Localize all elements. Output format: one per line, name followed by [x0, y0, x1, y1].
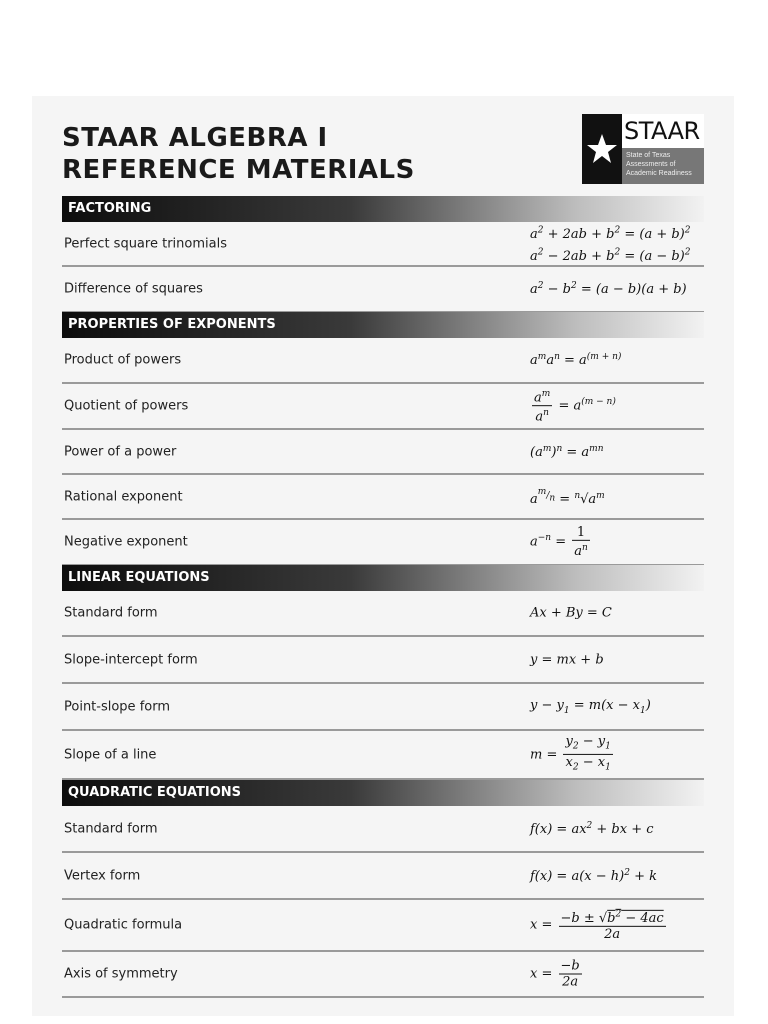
formula-vertex-form: $f(x) = a(x - h)^2 + k$ [530, 867, 657, 884]
label-quadratic-formula: Quadratic formula [64, 917, 183, 933]
section-linear: LINEAR EQUATIONS [62, 565, 704, 591]
title-line-1: STAAR ALGEBRA I [62, 123, 328, 153]
row-standard-form-quad [62, 806, 704, 853]
label-quotient-powers: Quotient of powers [64, 398, 189, 414]
logo-word: STAAR [622, 114, 704, 148]
label-product-powers: Product of powers [64, 352, 182, 368]
formula-rational-exponent: $a^{^m/_n} = ^n√a^m$ [530, 486, 605, 507]
row-rational-exponent [62, 475, 704, 520]
section-exponents: PROPERTIES OF EXPONENTS [62, 312, 704, 338]
label-slope-intercept: Slope-intercept form [64, 652, 198, 667]
row-vertex-form [62, 853, 704, 900]
formula-power-of-power: $(a^m)^n = a^{mn}$ [530, 443, 604, 460]
page-title [62, 122, 415, 186]
label-rational-exponent: Rational exponent [64, 489, 183, 504]
formula-slope-intercept: y = mx + b [530, 652, 604, 667]
row-product-powers [62, 338, 704, 384]
row-difference-squares [62, 267, 704, 313]
label-vertex-form: Vertex form [64, 868, 141, 883]
row-perfect-square [62, 222, 704, 267]
row-negative-exponent [62, 520, 704, 566]
formula-quadratic-formula: x = $\frac{-b \pm √b^2 - 4ac}{2a}$ [530, 909, 664, 943]
formula-quotient-powers: $\frac{a^m}{a^n}$ = $a^{(m - n)}$ [534, 389, 616, 425]
row-axis-symmetry [62, 952, 704, 998]
formula-negative-exponent: $a^{-n}$ = $\frac{1}{a^n}$ [530, 524, 588, 560]
logo-sub-line-3: Academic Readiness [626, 170, 692, 177]
row-quadratic-formula [62, 900, 704, 952]
row-standard-form-linear [62, 591, 704, 637]
row-point-slope [62, 684, 704, 731]
formula-standard-form-linear: Ax + By = C [530, 605, 612, 621]
logo-sub-line-1: State of Texas [626, 152, 671, 159]
row-slope-line [62, 731, 704, 780]
formula-slope-line: m = $\frac{y_2 - y_1}{x_2 - x_1}$ [530, 733, 611, 773]
label-difference-squares: Difference of squares [64, 281, 203, 297]
formula-product-powers: $a^ma^n = a^{(m + n)}$ [530, 351, 622, 369]
label-standard-form-linear: Standard form [64, 605, 158, 621]
section-quadratic: QUADRATIC EQUATIONS [62, 780, 704, 806]
label-axis-symmetry: Axis of symmetry [64, 966, 178, 982]
title-line-2: REFERENCE MATERIALS [62, 155, 415, 185]
staar-logo [582, 114, 704, 184]
formula-perfect-square: $a^2 + 2ab + b^2 = (a + b)^2$ $a^2 - 2ab + b^2 = (a - b)^2$ [530, 225, 691, 264]
label-negative-exponent: Negative exponent [64, 534, 188, 550]
formula-standard-form-quad: $f(x) = ax^2$ + bx + c [530, 820, 654, 837]
logo-sub-line-2: Assessments of [626, 161, 676, 168]
star-icon [582, 114, 622, 184]
label-standard-form-quad: Standard form [64, 821, 158, 836]
row-slope-intercept [62, 637, 704, 684]
section-factoring: FACTORING [62, 196, 704, 222]
formula-point-slope: $y - y_1 = m(x - x_1)$ [530, 697, 651, 716]
label-perfect-square: Perfect square trinomials [64, 236, 227, 251]
label-point-slope: Point-slope form [64, 699, 170, 714]
row-quotient-powers [62, 384, 704, 430]
label-power-of-power: Power of a power [64, 444, 177, 459]
label-slope-line: Slope of a line [64, 747, 157, 762]
formula-difference-squares: $a^2 - b^2 = (a - b)(a + b)$ [530, 280, 687, 298]
row-power-of-power [62, 430, 704, 475]
logo-subtitle [622, 148, 704, 184]
formula-axis-symmetry: x = $\frac{-b}{2a}$ [530, 958, 580, 990]
